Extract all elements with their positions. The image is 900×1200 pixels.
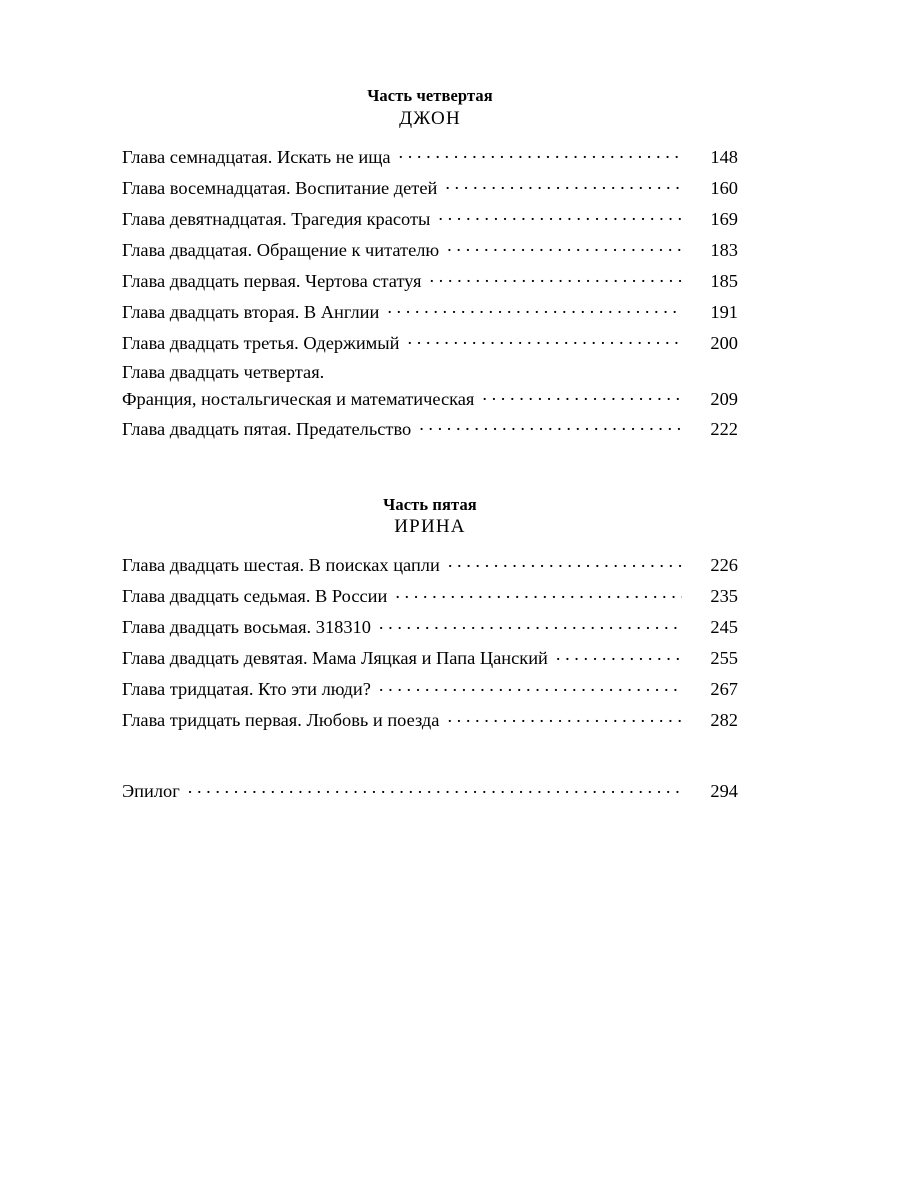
part-name: ИРИНА — [394, 516, 466, 537]
toc-entry-page: 200 — [710, 332, 738, 353]
dot-leader — [482, 386, 682, 404]
dot-leader — [399, 144, 682, 162]
dot-leader — [395, 584, 682, 602]
toc-entry[interactable] — [122, 328, 738, 359]
dot-leader — [438, 206, 682, 224]
dot-leader — [445, 175, 682, 193]
toc-entry[interactable] — [122, 612, 738, 643]
toc-entry-title: Эпилог — [122, 781, 180, 801]
toc-entry-title: Глава тридцать первая. Любовь и поезда — [122, 710, 440, 730]
toc-entry-page: 267 — [710, 679, 738, 699]
dot-leader — [387, 299, 682, 317]
toc-entry-page: 282 — [710, 710, 738, 730]
epilogue-spacer — [122, 736, 738, 776]
toc-entry[interactable] — [122, 550, 738, 581]
dot-leader — [556, 646, 682, 664]
dot-leader — [379, 615, 682, 633]
toc-entry-title: Глава двадцать четвертая. — [122, 361, 325, 382]
part-heading-five — [122, 494, 738, 537]
part-name: ДЖОН — [399, 107, 461, 129]
toc-entry-page: 245 — [710, 617, 738, 637]
dot-leader — [379, 677, 682, 695]
toc-entry-title: Глава двадцать третья. Одержимый — [122, 332, 400, 353]
toc-entry-page: 191 — [710, 301, 738, 322]
toc-entry[interactable] — [122, 581, 738, 612]
toc-entry-page: 222 — [710, 418, 738, 439]
toc-entry-title: Глава девятнадцатая. Трагедия красоты — [122, 208, 431, 229]
toc-entry-title: Глава двадцатая. Обращение к читателю — [122, 239, 440, 260]
dot-leader — [419, 416, 682, 434]
toc-entry-page: 294 — [710, 781, 738, 801]
toc-entry[interactable] — [122, 266, 738, 297]
toc-entry-title-line[interactable] — [122, 359, 738, 385]
toc-entry[interactable] — [122, 414, 738, 445]
toc-entry-subtitle: Франция, ностальгическая и математическая — [122, 388, 475, 409]
toc-entry-title: Глава двадцать пятая. Предательство — [122, 418, 412, 439]
toc-entry-page: 255 — [710, 648, 738, 668]
toc-entry-title: Глава восемнадцатая. Воспитание детей — [122, 177, 438, 198]
toc-entry[interactable] — [122, 297, 738, 328]
toc-entry[interactable] — [122, 142, 738, 173]
toc-entry-title: Глава двадцать седьмая. В России — [122, 586, 388, 606]
toc-list-part-five — [122, 550, 738, 736]
toc-entry-title: Глава двадцать вторая. В Англии — [122, 301, 380, 322]
dot-leader — [188, 779, 682, 797]
part-label: Часть пятая — [383, 494, 477, 514]
toc-entry-page: 183 — [710, 239, 738, 260]
toc-entry-epilogue[interactable] — [122, 776, 738, 807]
toc-entry-page: 185 — [710, 270, 738, 291]
toc-entry-page: 209 — [710, 388, 738, 409]
toc-entry[interactable] — [122, 173, 738, 204]
toc-entry[interactable] — [122, 204, 738, 235]
toc-entry-title: Глава двадцать первая. Чертова статуя — [122, 270, 422, 291]
toc-entry-page: 235 — [710, 586, 738, 606]
toc-entry-page: 226 — [710, 555, 738, 575]
toc-entry-page: 160 — [710, 177, 738, 198]
toc-entry[interactable] — [122, 705, 738, 736]
dot-leader — [447, 708, 682, 726]
toc-entry-page: 148 — [710, 146, 738, 167]
toc-entry[interactable] — [122, 643, 738, 674]
toc-entry[interactable] — [122, 674, 738, 705]
toc-list-part-four — [122, 142, 738, 445]
toc-entry-title: Глава семнадцатая. Искать не ища — [122, 146, 391, 167]
toc-entry[interactable] — [122, 385, 738, 414]
toc-entry-page: 169 — [710, 208, 738, 229]
toc-entry-title: Глава тридцатая. Кто эти люди? — [122, 679, 371, 699]
dot-leader — [447, 237, 682, 255]
dot-leader — [429, 268, 682, 286]
toc-entry-title: Глава двадцать шестая. В поисках цапли — [122, 555, 440, 575]
part-label: Часть четвертая — [367, 86, 493, 105]
table-of-contents-page — [122, 88, 738, 807]
section-spacer — [122, 445, 738, 497]
part-heading-four — [122, 88, 738, 128]
toc-entry-title: Глава двадцать восьмая. 318310 — [122, 617, 371, 637]
toc-entry[interactable] — [122, 235, 738, 266]
toc-entry-title: Глава двадцать девятая. Мама Ляцкая и Папа Цанский — [122, 648, 548, 668]
dot-leader — [448, 553, 682, 571]
dot-leader — [408, 330, 683, 348]
